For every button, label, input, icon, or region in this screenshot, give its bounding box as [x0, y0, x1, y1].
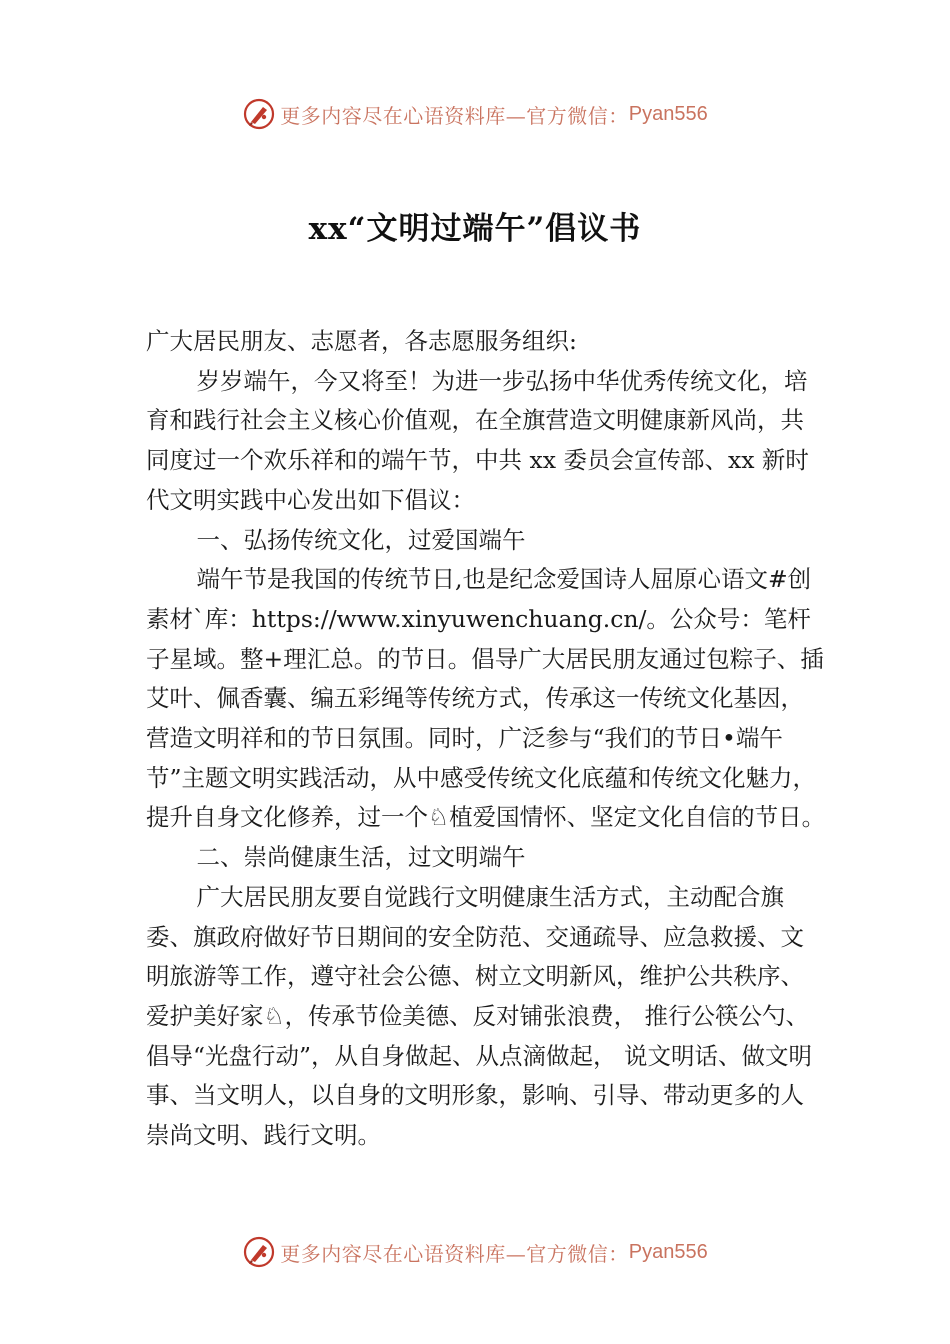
- watermark-banner-top: [0, 94, 950, 134]
- section-2-paragraph: 广大居民朋友要自觉践行文明健康生活方式，主动配合旗委、旗政府做好节日期间的安全防范、交通疏导、应急救援、文明旅游等工作，遵守社会公德、树立文明新风，维护公共秩序、爱护美好家♘，传承节俭美德、反对铺张浪费， 推行公筷公勺、倡导“光盘行动”，从自身做起、从点滴做起， 说文明话、做文明事、当文明人，以自身的文明形象，影响、引导、带动更多的人崇尚文明、践行文明。: [146, 882, 812, 1150]
- pen-logo-icon: [242, 1235, 276, 1269]
- section-1-heading: 一、弘扬传统文化，过爱国端午: [196, 525, 526, 554]
- watermark-handle: Pyan556: [628, 1240, 708, 1263]
- watermark-handle: Pyan556: [628, 102, 708, 125]
- greeting: 广大居民朋友、志愿者，各志愿服务组织:: [146, 327, 577, 355]
- section-2-heading: 二、崇尚健康生活，过文明端午: [196, 843, 526, 872]
- section-1-paragraph: 端午节是我国的传统节日,也是纪念爱国诗人屈原心语文#创素材`库：https://www.xinyuwenchuang.cn/。公众号：笔杆子星域。整+理汇总。的节日。倡导广大居民朋友通过包粽子、插艾叶、佩香囊、编五彩绳等传统方式，传承这一传统文化基因，营造文明祥和的节日氛围。同时，广泛参与“我们的节日•端午节”主题文明实践活动，从中感受传统文化底蕴和传统文化魅力，提升自身文化修养，过一个♘植爱国情怀、坚定文化自信的节日。: [146, 565, 826, 832]
- document-body: [146, 322, 826, 1156]
- pen-logo-icon: [242, 97, 276, 131]
- watermark-text: 更多内容尽在心语资料库—官方微信：: [280, 1241, 629, 1266]
- intro-paragraph: 岁岁端午，今又将至！为进一步弘扬中华优秀传统文化，培育和践行社会主义核心价值观，在全旗营造文明健康新风尚，共同度过一个欢乐祥和的端午节，中共 xx 委员会宣传部、xx 新时代文明实践中心发出如下倡议：: [146, 366, 809, 514]
- document-title: xx“文明过端午”倡议书: [308, 211, 642, 247]
- watermark-banner-bottom: [0, 1232, 950, 1272]
- watermark-text: 更多内容尽在心语资料库—官方微信：: [280, 103, 629, 128]
